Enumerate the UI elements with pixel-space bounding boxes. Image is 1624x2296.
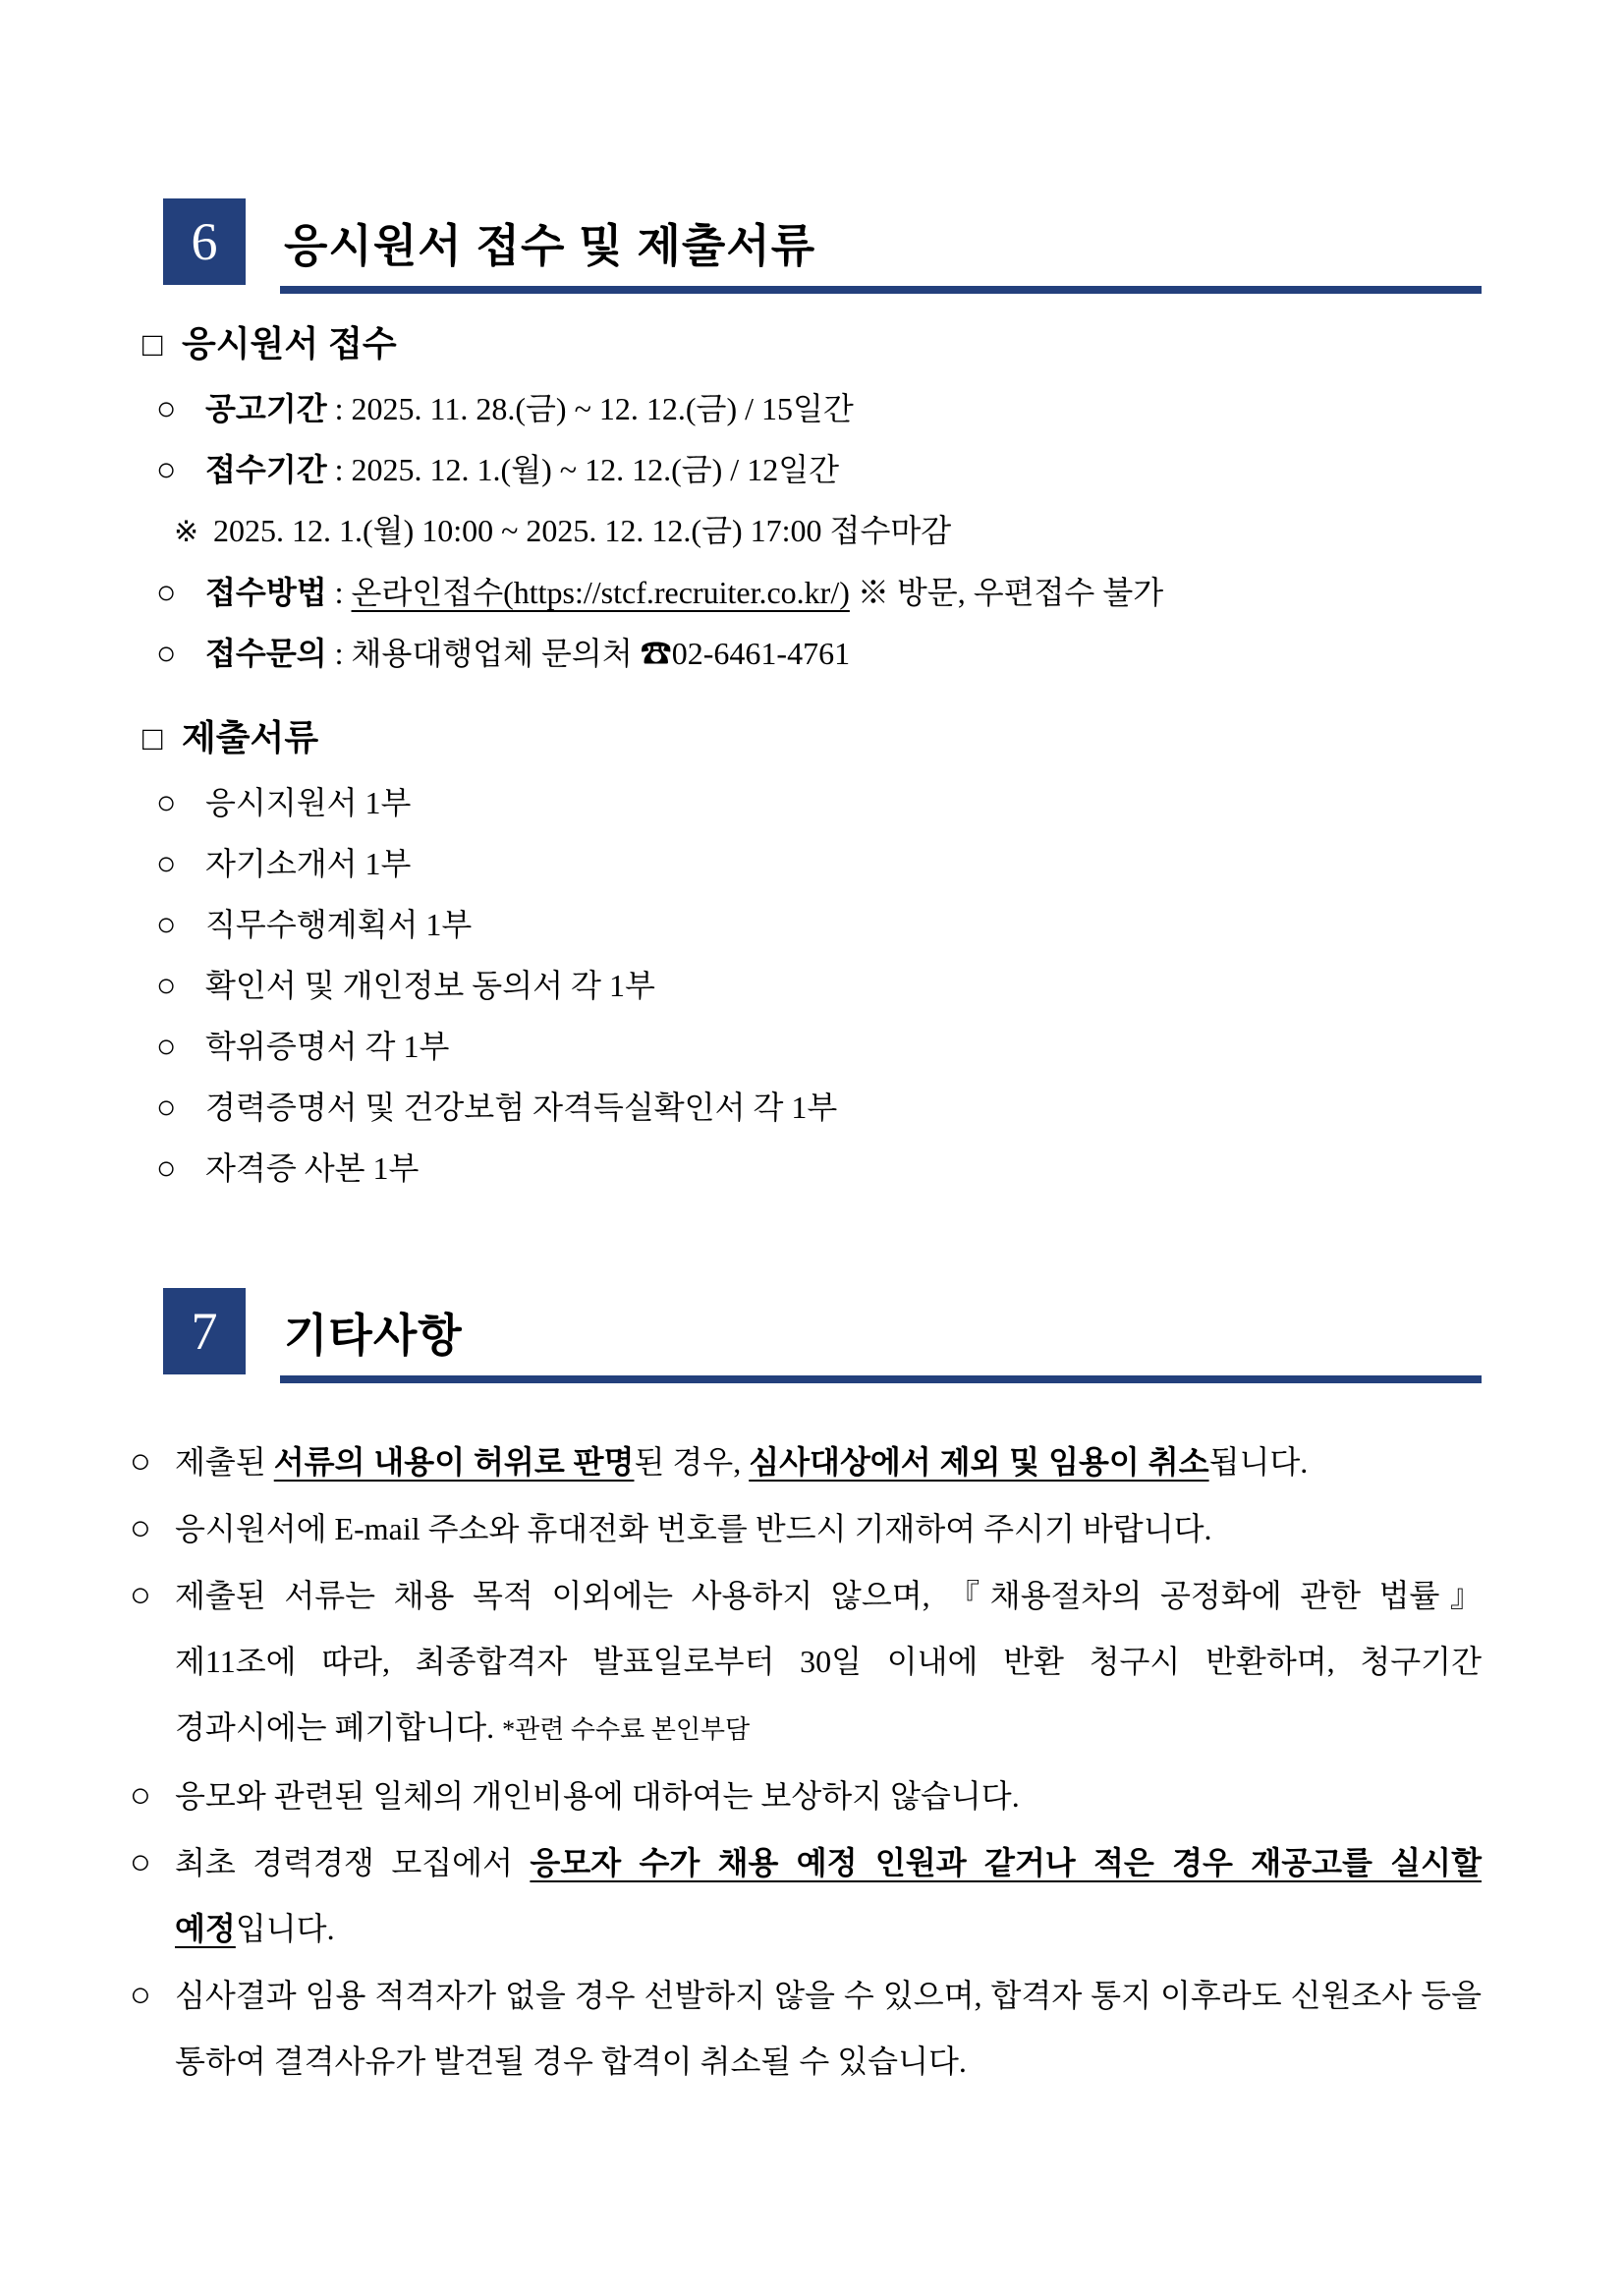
line-text [175, 1978, 1482, 2079]
document-item-career-certificate [156, 1086, 1482, 1130]
text-segment: 최초 경력경쟁 모집에서 [175, 1845, 531, 1880]
line-text [175, 1845, 1482, 1946]
text-segment: 접수기간 [205, 452, 327, 487]
text-segment: 응모와 관련된 일체의 개인비용에 대하여는 보상하지 않습니다. [175, 1778, 1020, 1814]
misc-item-document-return [130, 1562, 1482, 1763]
line-text [205, 968, 655, 1003]
text-segment: 입니다. [235, 1911, 335, 1946]
text-segment: *관련 수수료 본인부담 [502, 1715, 751, 1744]
text-segment: 학위증명서 각 1부 [205, 1029, 450, 1064]
text-segment: 됩니다. [1208, 1444, 1309, 1480]
text-segment: 심사결과 임용 적격자가 없을 경우 선발하지 않을 수 있으며, 합격자 통지 이후라도 신원조사 등을 통하여 결격사유가 발견될 경우 합격이 취소될 수 있습니다. [175, 1978, 1482, 2079]
line-text [205, 391, 854, 426]
submission-method-item [156, 571, 1482, 615]
section-6-header [163, 198, 1482, 294]
section-6-title: 응시원서 접수 및 제출서류 [284, 219, 816, 271]
text-segment: 접수방법 [205, 575, 327, 610]
circle-bullet-icon: ○ [156, 636, 177, 672]
text-segment: : [326, 391, 352, 426]
text-segment: 확인서 및 개인정보 동의서 각 1부 [205, 968, 655, 1003]
document-item-consent-forms [156, 964, 1482, 1008]
text-segment: 접수문의 [205, 636, 327, 671]
line-text [175, 1511, 1212, 1546]
square-bullet-icon: □ [142, 720, 163, 757]
circle-bullet-icon: ○ [156, 1090, 177, 1126]
document-item-job-plan [156, 903, 1482, 947]
reference-mark-icon: ※ [174, 516, 199, 548]
text-segment: 공고기간 [205, 391, 327, 426]
circle-bullet-icon: ○ [156, 846, 177, 882]
circle-bullet-icon: ○ [156, 907, 177, 943]
circle-bullet-icon: ○ [156, 785, 177, 821]
line-text [205, 785, 411, 820]
line-text [205, 1029, 449, 1064]
section-6-number-badge: 6 [163, 198, 246, 285]
circle-bullet-icon: ○ [130, 1775, 151, 1815]
line-text [205, 575, 1163, 610]
text-segment: 제출된 서류는 채용 목적 이외에는 사용하지 않으며, 『채용절차의 공정화에 관한 법률』 제11조에 따라, 최종합격자 발표일로부터 30일 이내에 반환 청구시 반환하며, 청구기간 경과시에는 폐기합니다. [175, 1578, 1482, 1745]
text-segment: 직무수행계획서 1부 [205, 907, 473, 942]
text-segment: 응시지원서 1부 [205, 785, 412, 820]
line-text [175, 1444, 1308, 1480]
text-segment: 응시원서에 E-mail 주소와 휴대전화 번호를 반드시 기재하여 주시기 바랍니다. [175, 1511, 1212, 1546]
line-text [205, 1150, 419, 1186]
submission-documents-group [142, 715, 1482, 1191]
text-segment: 제출된 [175, 1444, 274, 1480]
application-url-link[interactable]: 온라인접수(https://stcf.recruiter.co.kr/) [351, 575, 850, 610]
square-bullet-icon: □ [142, 326, 163, 364]
section-spacer [142, 1207, 1482, 1288]
group-heading-text: 응시원서 접수 [182, 323, 397, 364]
text-segment: ※ 방문, 우편접수 불가 [849, 575, 1164, 610]
document-item-license-copy [156, 1147, 1482, 1191]
text-segment: : [326, 575, 352, 610]
line-text [175, 1578, 1482, 1745]
misc-item-false-documents [130, 1428, 1482, 1495]
misc-items-list [130, 1428, 1482, 2095]
document-item-degree-certificate [156, 1025, 1482, 1069]
section-7-title-rule [280, 1288, 1482, 1383]
circle-bullet-icon: ○ [130, 1575, 151, 1614]
text-segment: 응모자 수가 채용 예정 인원과 같거나 적은 경우 재공고를 실시할 예정 [175, 1845, 1482, 1946]
receipt-deadline-note [174, 509, 1482, 554]
line-text [205, 907, 472, 942]
circle-bullet-icon: ○ [130, 1508, 151, 1547]
announcement-period-item [156, 387, 1482, 431]
misc-item-no-selection [130, 1962, 1482, 2095]
document-item-self-introduction [156, 842, 1482, 886]
section-7-title: 기타사항 [284, 1309, 463, 1361]
circle-bullet-icon: ○ [156, 1150, 177, 1187]
line-text [175, 1778, 1020, 1814]
receipt-period-item [156, 448, 1482, 492]
contact-item [156, 632, 1482, 676]
misc-item-personal-costs [130, 1763, 1482, 1829]
circle-bullet-icon: ○ [156, 575, 177, 611]
text-segment: 된 경우, [634, 1444, 750, 1480]
text-segment: 2025. 11. 28.(금) ~ 12. 12.(금) / 15일간 [351, 391, 854, 426]
text-segment: 2025. 12. 1.(월) ~ 12. 12.(금) / 12일간 [351, 452, 840, 487]
line-text [205, 452, 839, 487]
text-segment: 자기소개서 1부 [205, 846, 412, 881]
section-6-title-rule [280, 198, 1482, 294]
circle-bullet-icon: ○ [130, 1842, 151, 1881]
line-text [205, 846, 411, 881]
misc-item-reannouncement [130, 1829, 1482, 1962]
section-7-number-badge: 7 [163, 1288, 246, 1374]
group-heading-application-receipt [142, 321, 1482, 367]
group-heading-text: 제출서류 [182, 717, 319, 757]
circle-bullet-icon: ○ [156, 391, 177, 427]
document-item-application-form [156, 781, 1482, 825]
application-receipt-group [142, 321, 1482, 676]
group-heading-submission-documents [142, 715, 1482, 761]
circle-bullet-icon: ○ [156, 968, 177, 1004]
text-segment: 2025. 12. 1.(월) 10:00 ~ 2025. 12. 12.(금) 17:00 접수마감 [213, 513, 952, 548]
circle-bullet-icon: ○ [130, 1975, 151, 2014]
misc-item-contact-info [130, 1495, 1482, 1562]
circle-bullet-icon: ○ [156, 452, 177, 488]
text-segment: 자격증 사본 1부 [205, 1150, 420, 1186]
text-segment: 경력증명서 및 건강보험 자격득실확인서 각 1부 [205, 1090, 838, 1125]
line-text [213, 513, 951, 548]
text-segment: : [326, 636, 352, 671]
text-segment: 심사대상에서 제외 및 임용이 취소 [749, 1444, 1209, 1480]
text-segment: 채용대행업체 문의처 ☎02-6461-4761 [351, 636, 851, 671]
circle-bullet-icon: ○ [156, 1029, 177, 1065]
line-text [205, 1090, 837, 1125]
line-text [205, 636, 850, 671]
text-segment: 서류의 내용이 허위로 판명 [273, 1444, 635, 1480]
circle-bullet-icon: ○ [130, 1441, 151, 1481]
text-segment: : [326, 452, 352, 487]
section-7-header [163, 1288, 1482, 1383]
